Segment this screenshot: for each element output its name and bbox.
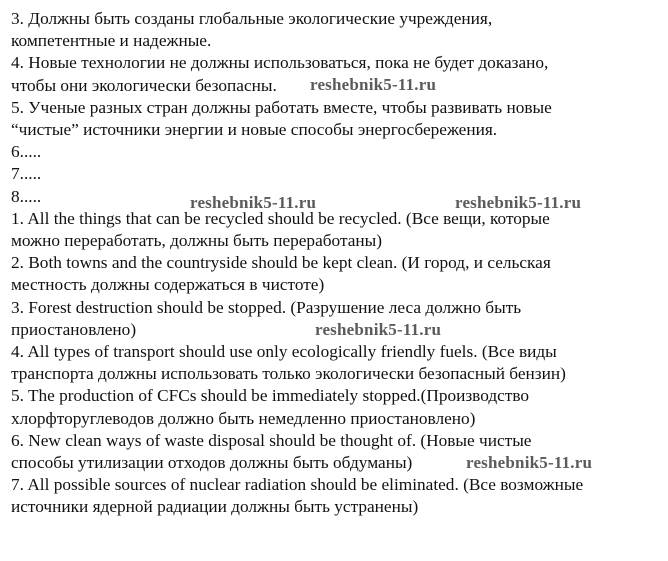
- text-line: 4. Новые технологии не должны использоваться, пока не будет доказано,: [11, 53, 549, 73]
- text-line: 1. All the things that can be recycled should be recycled. (Все вещи, которые: [11, 208, 550, 228]
- text-line: 8.....: [11, 186, 42, 206]
- text-line: хлорфторуглеводов должно быть немедленно приостановлено): [11, 408, 476, 428]
- text-line: местность должны содержаться в чистоте): [11, 275, 325, 295]
- text-line: 7.....: [11, 164, 42, 184]
- watermark: reshebnik5-11.ru: [315, 320, 442, 339]
- text-line: 7. All possible sources of nuclear radiation should be eliminated. (Все возможные: [11, 475, 584, 495]
- text-line: 6.....: [11, 142, 42, 162]
- text-line: 6. New clean ways of waste disposal should be thought of. (Новые чистые: [11, 430, 532, 450]
- text-line: источники ядерной радиации должны быть устранены): [11, 497, 419, 517]
- text-line: 3. Forest destruction should be stopped. (Разрушение леса должно быть: [11, 297, 522, 317]
- text-line: 3. Должны быть созданы глобальные экологические учреждения,: [11, 9, 493, 28]
- watermark: reshebnik5-11.ru: [466, 453, 593, 472]
- watermark: reshebnik5-11.ru: [455, 193, 582, 212]
- text-line: 5. The production of CFCs should be immediately stopped.(Производство: [11, 386, 530, 406]
- watermark: reshebnik5-11.ru: [310, 75, 437, 94]
- text-line: транспорта должны использовать только экологически безопасный бензин): [11, 364, 566, 384]
- text-line: 5. Ученые разных стран должны работать вместе, чтобы развивать новые: [11, 97, 552, 117]
- text-line: можно переработать, должны быть переработаны): [11, 231, 382, 251]
- text-line: способы утилизации отходов должны быть обдуманы): [11, 453, 413, 473]
- text-line: чтобы они экологически безопасны.: [11, 75, 277, 95]
- text-line: “чистые” источники энергии и новые способы энергосбережения.: [11, 120, 498, 140]
- text-line: 4. All types of transport should use only ecologically friendly fuels. (Все виды: [11, 342, 557, 362]
- text-line: приостановлено): [11, 319, 137, 339]
- text-line: 2. Both towns and the countryside should be kept clean. (И город, и сельская: [11, 253, 551, 273]
- watermark: reshebnik5-11.ru: [190, 193, 317, 212]
- text-line: компетентные и надежные.: [11, 31, 212, 51]
